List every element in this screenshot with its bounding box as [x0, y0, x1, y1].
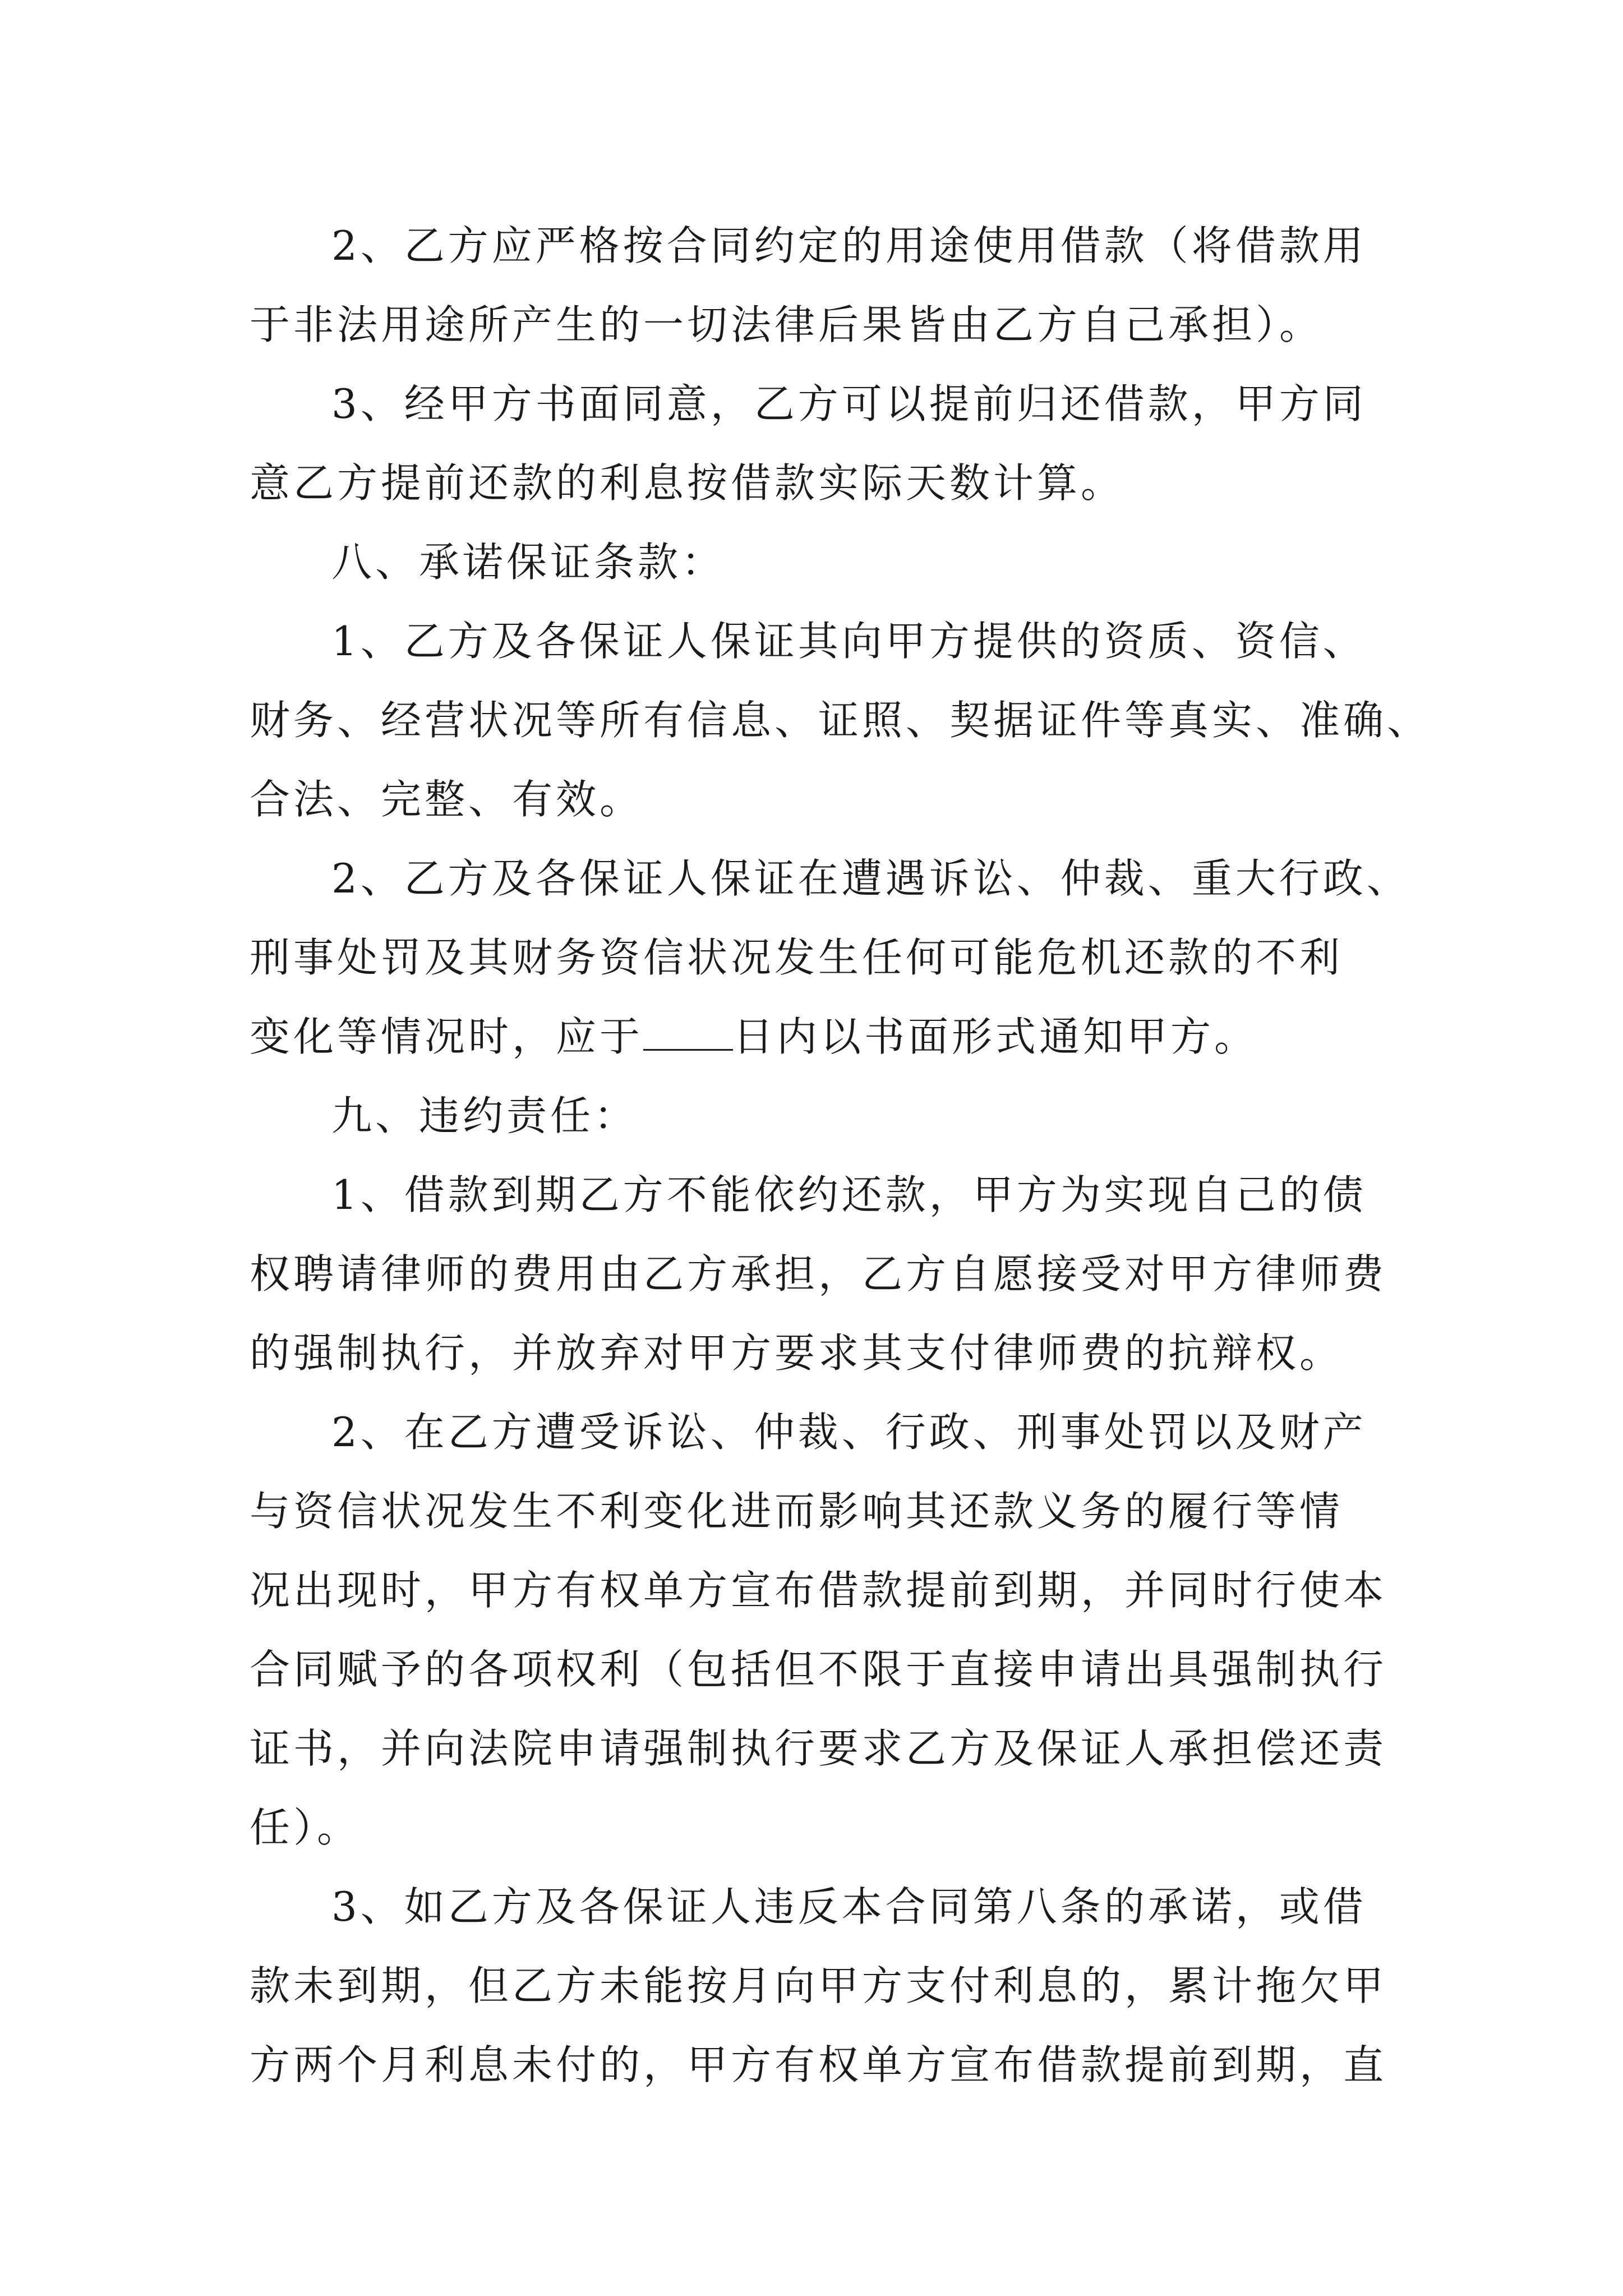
text-line: 2、乙方及各保证人保证在遭遇诉讼、仲裁、重大行政、	[331, 855, 1410, 902]
text-line: 况出现时，甲方有权单方宣布借款提前到期，并同时行使本	[250, 1567, 1387, 1614]
text-line: 合法、完整、有效。	[250, 776, 644, 823]
text-line: 权聘请律师的费用由乙方承担，乙方自愿接受对甲方律师费	[250, 1250, 1387, 1297]
text-segment: 日内以书面形式通知甲方。	[733, 1013, 1258, 1060]
text-line: 刑事处罚及其财务资信状况发生任何可能危机还款的不利	[250, 934, 1344, 981]
text-line: 于非法用途所产生的一切法律后果皆由乙方自己承担）。	[250, 301, 1324, 348]
text-line: 任）。	[250, 1804, 361, 1851]
text-line: 财务、经营状况等所有信息、证照、契据证件等真实、准确、	[250, 697, 1431, 744]
fill-in-blank	[643, 1015, 733, 1051]
text-line: 的强制执行，并放弃对甲方要求其支付律师费的抗辩权。	[250, 1329, 1344, 1377]
text-line: 合同赋予的各项权利（包括但不限于直接申请出具强制执行	[250, 1646, 1387, 1693]
text-line: 2、在乙方遭受诉讼、仲裁、行政、刑事处罚以及财产	[331, 1409, 1367, 1456]
text-line: 3、如乙方及各保证人违反本合同第八条的承诺，或借	[331, 1883, 1367, 1930]
text-line: 与资信状况发生不利变化进而影响其还款义务的履行等情	[250, 1488, 1344, 1535]
text-line: 意乙方提前还款的利息按借款实际天数计算。	[250, 459, 1125, 507]
text-line: 1、乙方及各保证人保证其向甲方提供的资质、资信、	[331, 618, 1367, 665]
section-heading: 九、违约责任：	[331, 1092, 638, 1139]
text-line: 3、经甲方书面同意，乙方可以提前归还借款，甲方同	[331, 380, 1367, 427]
text-segment: 变化等情况时，应于	[250, 1013, 644, 1060]
text-line	[250, 997, 1388, 1076]
text-line: 证书，并向法院申请强制执行要求乙方及保证人承担偿还责	[250, 1725, 1387, 1772]
section-heading: 八、承诺保证条款：	[331, 539, 726, 586]
document-body	[250, 206, 1431, 2105]
text-line: 方两个月利息未付的，甲方有权单方宣布借款提前到期，直	[250, 2041, 1387, 2088]
text-line: 1、借款到期乙方不能依约还款，甲方为实现自己的债	[331, 1171, 1367, 1218]
text-line: 2、乙方应严格按合同约定的用途使用借款（将借款用	[331, 222, 1367, 269]
text-line: 款未到期，但乙方未能按月向甲方支付利息的，累计拖欠甲	[250, 1962, 1387, 2009]
